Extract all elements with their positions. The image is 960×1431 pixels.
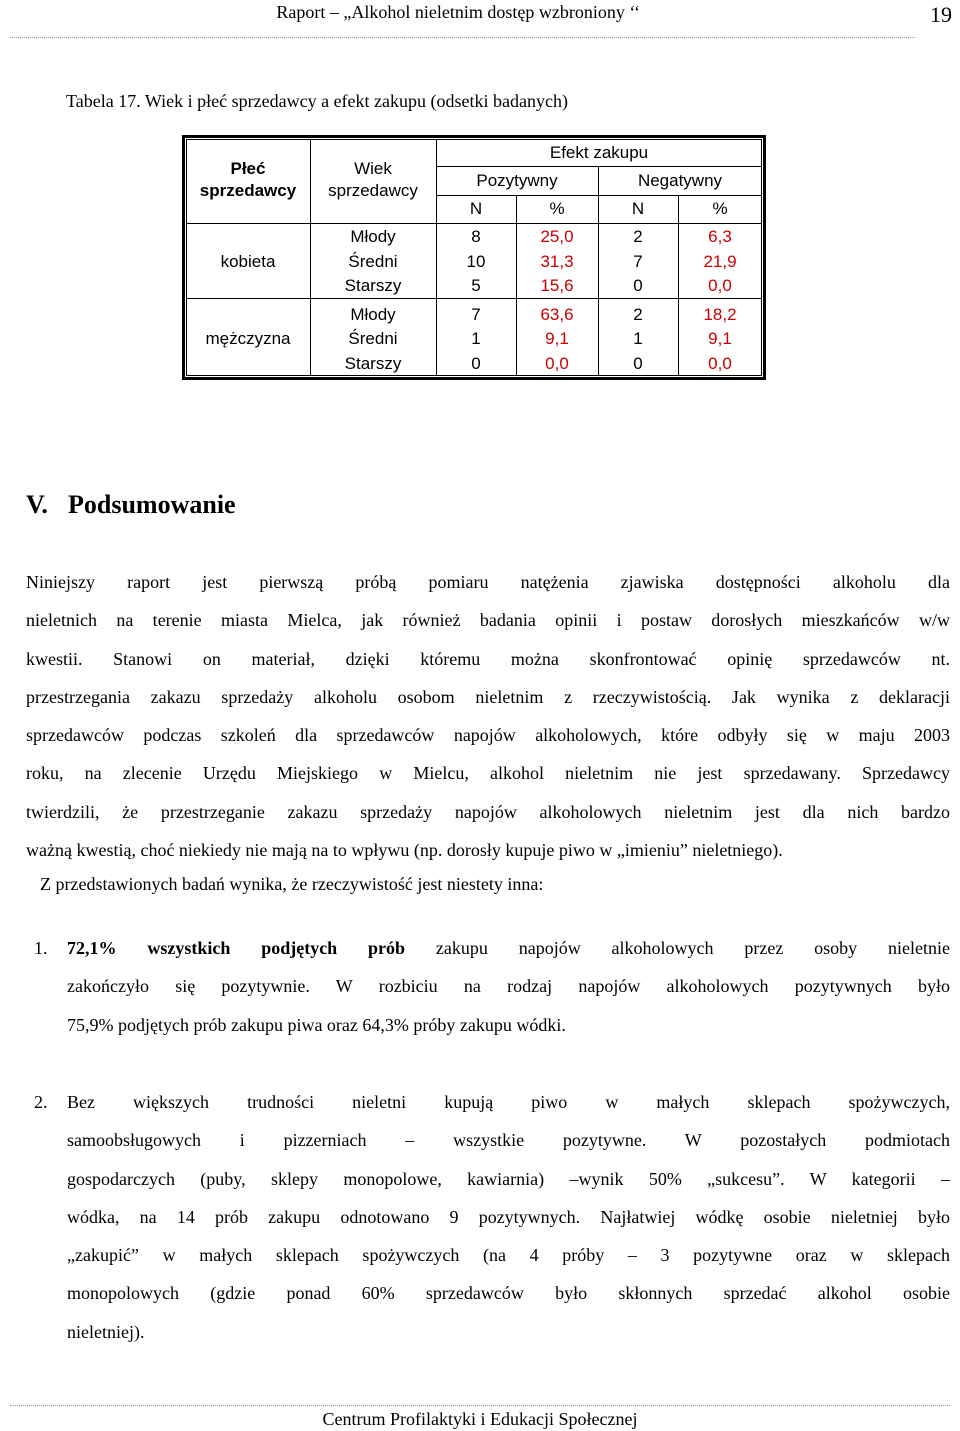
header-age-line: sprzedawcy [328, 181, 418, 200]
paragraph-line: roku, na zlecenie Urzędu Miejskiego w Mielcu, alkohol nieletnim nie jest sprzedawany. Sprzedawcy [26, 763, 950, 784]
header-age [310, 158, 436, 202]
age-cell: Średni [348, 252, 398, 271]
neg-pct-cell: 6,3 [708, 227, 732, 246]
header-gender-line: sprzedawcy [199, 181, 297, 200]
paragraph-line: twierdzili, że przestrzeganie zakazu sprzedaży napojów alkoholowych nieletnim jest dla nich bardzo [26, 801, 950, 822]
pos-n-cell: 5 [471, 276, 481, 295]
header-positive: Pozytywny [476, 171, 558, 190]
age-cell: Starszy [344, 276, 402, 295]
section-number: V. [26, 490, 48, 519]
pos-n-cell: 1 [471, 329, 481, 348]
paragraph-line: kwestii. Stanowi on materiał, dzięki któremu można skonfrontować opinię sprzedawców nt. [26, 648, 950, 669]
table-divider [436, 195, 762, 196]
paragraph-line: Niniejszy raport jest pierwszą próbą pomiaru natężenia zjawiska dostępności alkoholu dla [26, 572, 950, 592]
paragraph-line: sprzedawców podczas szkoleń dla sprzedawców napojów alkoholowych, które odbyły się w maju 2003 [26, 725, 950, 746]
paragraph-line: nieletnich na terenie miasta Mielca, jak również badania opinii i postaw dorosłych mieszkańców w/w [26, 610, 950, 631]
pos-pct-cell: 0,0 [545, 354, 569, 373]
pos-n-cell: 10 [466, 252, 486, 271]
running-header-title: Raport – „Alkohol nieletnim dostęp wzbroniony ‘‘ [276, 2, 640, 22]
pos-pct-cell: 31,3 [540, 252, 574, 271]
header-effect: Efekt zakupu [549, 143, 649, 162]
neg-n-cell: 2 [633, 305, 643, 324]
item-line: zakończyło się pozytywnie. W rozbiciu na rodzaj napojów alkoholowych pozytywnych było [67, 976, 950, 997]
item-bold-lead: 72,1% wszystkich podjętych prób [67, 938, 406, 958]
header-neg-pct: % [712, 199, 728, 218]
neg-n-cell: 1 [633, 329, 643, 348]
header-neg-n: N [631, 199, 645, 218]
page-number: 19 [930, 2, 952, 27]
table-caption: Tabela 17. Wiek i płeć sprzedawcy a efekt zakupu (odsetki badanych) [66, 91, 568, 111]
item-line-rest: zakupu napojów alkoholowych przez osoby nieletnie [405, 938, 950, 958]
table-divider [436, 166, 762, 167]
neg-n-cell: 2 [633, 227, 643, 246]
neg-pct-cell: 0,0 [708, 276, 732, 295]
header-divider [10, 37, 915, 38]
pos-n-cell: 0 [471, 354, 481, 373]
age-cell: Młody [350, 227, 396, 246]
header-negative: Negatywny [637, 171, 723, 190]
neg-pct-cell: 18,2 [703, 305, 737, 324]
neg-n-cell: 7 [633, 252, 643, 271]
section-heading [26, 490, 236, 520]
pos-pct-cell: 25,0 [540, 227, 574, 246]
footer-divider [10, 1405, 950, 1406]
item-line: monopolowych (gdzie ponad 60% sprzedawców było skłonnych sprzedać alkohol osobie [67, 1283, 950, 1304]
neg-pct-cell: 9,1 [708, 329, 732, 348]
gender-male: mężczyzna [205, 329, 291, 348]
age-cell: Starszy [344, 354, 402, 373]
item-line: samoobsługowych i pizzerniach – wszystkie pozytywne. W pozostałych podmiotach [67, 1130, 950, 1151]
neg-n-cell: 0 [633, 354, 643, 373]
table-divider [186, 223, 762, 224]
item-line: 75,9% podjętych prób zakupu piwa oraz 64,3% próby zakupu wódki. [67, 1014, 566, 1035]
neg-pct-cell: 0,0 [708, 354, 732, 373]
neg-pct-cell: 21,9 [703, 252, 737, 271]
neg-n-cell: 0 [633, 276, 643, 295]
paragraph-line: ważną kwestią, choć niekiedy nie mają na to wpływu (np. dorosły kupuje piwo w „imieniu” nieletniego). [26, 840, 783, 861]
header-pos-n: N [469, 199, 483, 218]
list-marker: 1. [34, 938, 48, 958]
pos-n-cell: 7 [471, 305, 481, 324]
gender-female: kobieta [220, 252, 276, 271]
pos-pct-cell: 15,6 [540, 276, 574, 295]
page-footer: Centrum Profilaktyki i Edukacji Społecznej [322, 1409, 638, 1429]
header-gender-line: Płeć [230, 159, 266, 178]
summary-paragraph [26, 563, 950, 869]
paragraph-line: przestrzegania zakazu sprzedaży alkoholu osobom nieletnim z rzeczywistością. Jak wynika z deklaracji [26, 686, 950, 707]
item-line: „zakupić” w małych sklepach spożywczych (na 4 próby – 3 pozytywne oraz w sklepach [67, 1245, 950, 1266]
pos-pct-cell: 9,1 [545, 329, 569, 348]
header-age-line: Wiek [354, 159, 392, 178]
item-line: nieletniej). [67, 1321, 145, 1342]
age-cell: Młody [350, 305, 396, 324]
item-line: gospodarczych (puby, sklepy monopolowe, kawiarnia) –wynik 50% „sukcesu”. W kategorii – [67, 1168, 950, 1189]
pos-n-cell: 8 [471, 227, 481, 246]
section-title: Podsumowanie [68, 490, 236, 519]
item-line: wódka, na 14 prób zakupu odnotowano 9 pozytywnych. Najłatwiej wódkę osobie nieletniej było [67, 1206, 950, 1227]
age-cell: Średni [348, 329, 398, 348]
list-marker: 2. [34, 1092, 48, 1112]
item-line: Bez większych trudności nieletni kupują piwo w małych sklepach spożywczych, [67, 1092, 950, 1112]
findings-intro: Z przedstawionych badań wynika, że rzeczywistość jest niestety inna: [40, 874, 544, 894]
header-gender [186, 158, 310, 202]
table-divider [186, 298, 762, 299]
header-pos-pct: % [549, 199, 565, 218]
item-line [67, 929, 950, 967]
pos-pct-cell: 63,6 [540, 305, 574, 324]
